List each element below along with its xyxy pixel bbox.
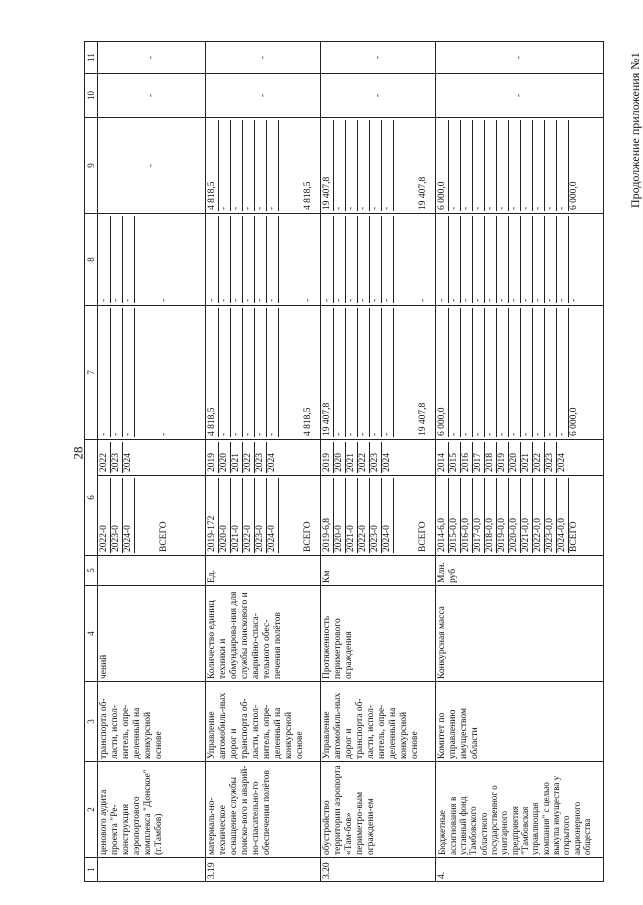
- target-values: 2022-0 2023-0 2024-0 ВСЕГО: [98, 476, 206, 556]
- col-header-5: 5: [85, 556, 98, 586]
- table-row-4: [436, 42, 604, 882]
- cell-col-8: - - - - - - - - - - - -: [436, 214, 604, 306]
- measure-name: Бюджетные ассигнования в уставный фонд Тамбовского областного государственног о унитарного предприятия "Тамбовская управляющая компания" с целью выкупа имущества у открытого акционерного общества: [436, 762, 604, 858]
- continuation-caption: Продолжение приложения №1: [628, 52, 642, 208]
- cell-col-10: -: [206, 74, 321, 118]
- row-number: [98, 858, 206, 882]
- executor: Управление автомобиль-ных дорог и транспорта об-ласти, испол-нитель, опре-деленный на конкурсной основе: [206, 682, 321, 762]
- cell-col-7: 6 000,0 - - - - - - - - - - 6 000,0: [436, 306, 604, 440]
- header-row: [85, 42, 98, 882]
- col-header-2: 2: [85, 762, 98, 858]
- row-number: 3.19: [206, 858, 321, 882]
- indicator: Протяженность периметрового ограждения: [321, 586, 436, 682]
- years: 2022 2023 2024: [98, 440, 206, 476]
- cell-col-8: - - - - - - -: [321, 214, 436, 306]
- row-number: 4.: [436, 858, 604, 882]
- plan-table: [84, 41, 604, 882]
- cell-col-11: -: [206, 42, 321, 74]
- years: 2014 2015 2016 2017 2018 2019 2020 2021 2022 2023 2024: [436, 440, 604, 476]
- unit: Млн. руб: [436, 556, 604, 586]
- rotated-table-container: [84, 42, 629, 882]
- col-header-6: 6: [85, 440, 98, 556]
- cell-col-11: -: [436, 42, 604, 74]
- indicator: чений: [98, 586, 206, 682]
- col-header-10: 10: [85, 74, 98, 118]
- col-header-11: 11: [85, 42, 98, 74]
- indicator: Конкурсная масса: [436, 586, 604, 682]
- cell-col-8: - - - - - - -: [206, 214, 321, 306]
- target-values: 2014-6,0 2015-0,0 2016-0,0 2017-0,0 2018-0,0 2019-0,0 2020-0,0 2021-0,0 2022-0,0 2023-0,0 2024-0,0 ВСЕГО: [436, 476, 604, 556]
- col-header-8: 8: [85, 214, 98, 306]
- cell-col-11: -: [98, 42, 206, 74]
- cell-col-7: 19 407,8 - - - - - 19 407,8: [321, 306, 436, 440]
- table-row-continued: [98, 42, 206, 882]
- col-header-7: 7: [85, 306, 98, 440]
- years: 2019 2020 2021 2022 2023 2024: [321, 440, 436, 476]
- executor: Комитет по управлению имуществом области: [436, 682, 604, 762]
- indicator: Количество единиц техники и обмундирова-ния для службы поискового и аварийно-спаса-тельного обес-печения полётов: [206, 586, 321, 682]
- cell-col-9: -: [98, 118, 206, 214]
- cell-col-10: -: [436, 74, 604, 118]
- unit: [98, 556, 206, 586]
- page-number: 28: [70, 446, 86, 460]
- measure-name: обустройство территории аэропорта «Там-бов» периметро-вым ограждени-ем: [321, 762, 436, 858]
- cell-col-7: 4 818,5 - - - - - 4 818,5: [206, 306, 321, 440]
- table-row-3-19: [206, 42, 321, 882]
- col-header-9: 9: [85, 118, 98, 214]
- target-values: 2019-6,8 2020-0 2021-0 2022-0 2023-0 2024-0 ВСЕГО: [321, 476, 436, 556]
- executor: Управление автомобиль-ных дорог и транспорта об-ласти, испол-нитель, опре-деленный на конкурсной основе: [321, 682, 436, 762]
- target-values: 2019-172 2020-0 2021-0 2022-0 2023-0 2024-0 ВСЕГО: [206, 476, 321, 556]
- unit: Ед.: [206, 556, 321, 586]
- measure-name: ценового аудита проекта "Ре-конструкция аэропортового комплекса "Донское" (г.Тамбов): [98, 762, 206, 858]
- row-number: 3.20: [321, 858, 436, 882]
- measure-name: материаль-но-техническое оснащение службы поиско-вого и аварий-но-спасательно-го обеспечения полётов: [206, 762, 321, 858]
- col-header-4: 4: [85, 586, 98, 682]
- unit: Км: [321, 556, 436, 586]
- cell-col-9: 6 000,0 - - - - - - - - - - 6 000,0: [436, 118, 604, 214]
- cell-col-9: 4 818,5 - - - - - 4 818,5: [206, 118, 321, 214]
- col-header-1: 1: [85, 858, 98, 882]
- cell-col-10: -: [98, 74, 206, 118]
- executor: транспорта об-ласти, испол-нитель, опре-деленный на конкурсной основе: [98, 682, 206, 762]
- cell-col-7: - - - -: [98, 306, 206, 440]
- col-header-3: 3: [85, 682, 98, 762]
- table-row-3-20: [321, 42, 436, 882]
- years: 2019 2020 2021 2022 2023 2024: [206, 440, 321, 476]
- cell-col-10: -: [321, 74, 436, 118]
- cell-col-8: - - - -: [98, 214, 206, 306]
- cell-col-9: 19 407,8 - - - - - 19 407,8: [321, 118, 436, 214]
- cell-col-11: -: [321, 42, 436, 74]
